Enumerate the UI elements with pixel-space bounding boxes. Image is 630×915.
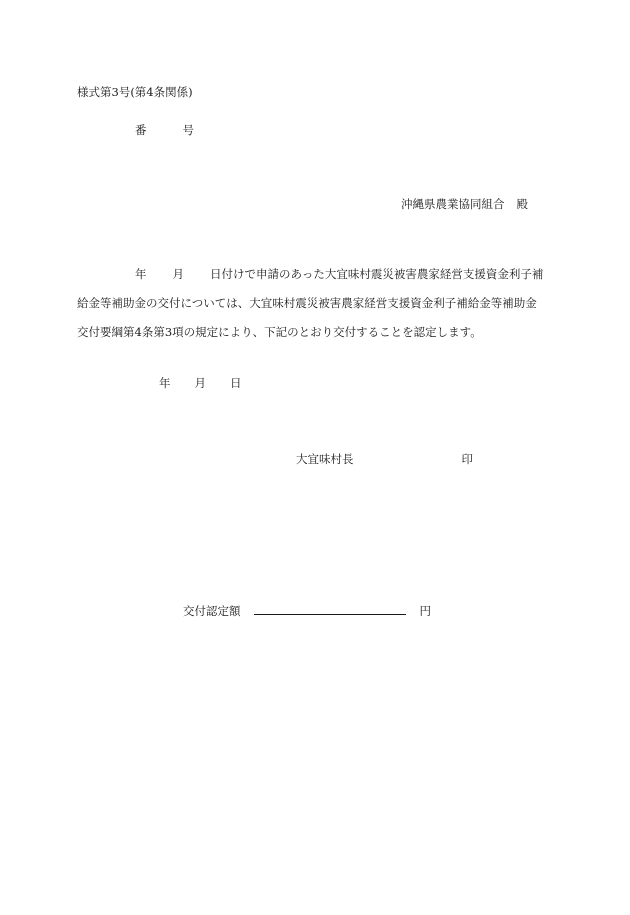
body-line-2: 給金等補助金の交付については、大宜味村震災被害農家経営支援資金利子補給金等補助金: [77, 296, 537, 310]
form-number-label: 様式第3号(第4条関係): [77, 85, 193, 99]
number-go-label: 号: [182, 123, 194, 137]
number-ban-label: 番: [135, 123, 147, 137]
amount-unit: 円: [419, 604, 431, 618]
document-number-row: [135, 125, 194, 137]
mayor-signature-row: [296, 454, 473, 466]
body-year: 年: [135, 267, 147, 281]
date-day: 日: [230, 376, 242, 390]
body-line-1: [77, 260, 587, 289]
body-month: 月: [172, 267, 184, 281]
date-row: [159, 378, 242, 390]
date-year: 年: [159, 376, 171, 390]
seal-mark: 印: [461, 452, 473, 466]
addressee-honorific: 殿: [516, 197, 528, 211]
addressee-name: 沖縄県農業協同組合: [401, 197, 505, 211]
body-paragraph: [77, 260, 587, 347]
mayor-title: 大宜味村長: [296, 452, 354, 466]
approved-amount-row: [183, 604, 431, 618]
addressee: [401, 199, 528, 211]
body-line-3: 交付要綱第4条第3項の規定により、下記のとおり交付することを認定します。: [77, 325, 482, 339]
amount-label: 交付認定額: [183, 604, 241, 618]
amount-blank-line: [254, 604, 406, 615]
body-line-1-text: 日付けで申請のあった大宜味村震災被害農家経営支援資金利子補: [210, 267, 544, 281]
date-month: 月: [194, 376, 206, 390]
